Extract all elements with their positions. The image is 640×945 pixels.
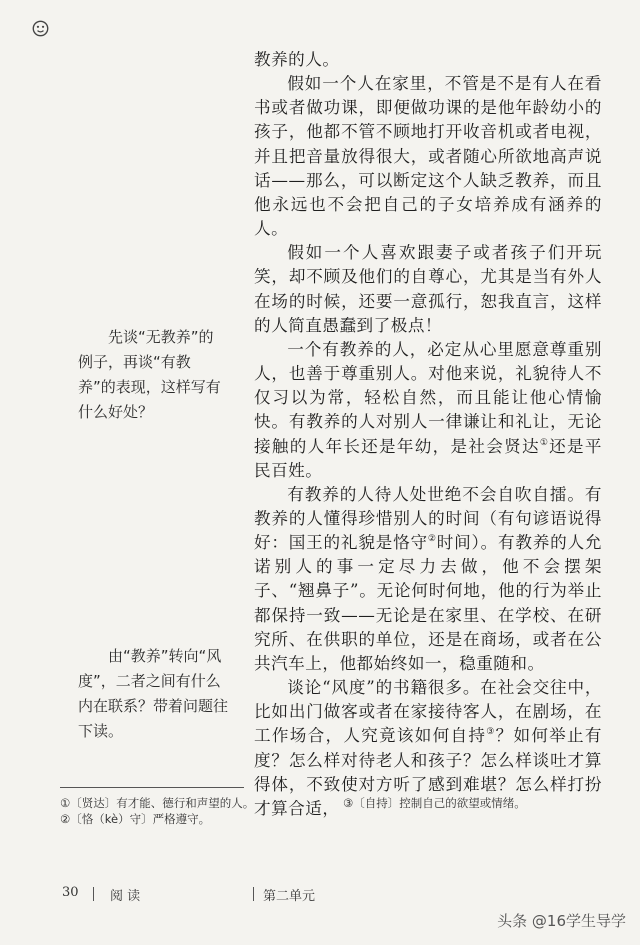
smiley-icon	[32, 20, 49, 37]
footnote: ③〔自持〕控制自己的欲望或情绪。	[343, 796, 526, 810]
paragraph-text: 有教养的人待人处世绝不会自吹自擂。有教养的人懂得珍惜别人的时间（有句谚语说得好：国王的礼貌是恪守	[254, 484, 602, 553]
footnote: ②〔恪（kè）守〕严格遵守。	[60, 812, 211, 826]
paragraph	[254, 483, 602, 676]
footnote-marker: ①	[539, 437, 550, 448]
section-name-left: 阅 读	[110, 889, 141, 904]
watermark-text: 头条 @16学生导学	[497, 912, 626, 930]
folio-divider	[253, 887, 254, 901]
paragraph: 假如一个人在家里，不管是不是有人在看书或者做功课，即便做功课的是他年龄幼小的孩子，他都不管不顾地打开收音机或者电视，并且把音量放得很大，或者随心所欲地高声说话——那么，可以断定这个人缺乏教养，而且他永远也不会把自己的子女培养成有涵养的人。	[254, 74, 602, 239]
main-text	[254, 48, 602, 821]
paragraph: 假如一个人喜欢跟妻子或者孩子们开玩笑，却不顾及他们的自尊心，尤其是当有外人在场的时候，还要一意孤行，恕我直言，这样的人简直愚蠢到了极点！	[254, 243, 602, 335]
paragraph-text: 谈论“风度”的书籍很多。在社会交往中，比如出门做客或者在家接待客人，在剧场，在工作场合，人究竟该如何自持	[254, 678, 602, 746]
paragraph-text: 时间）。有教养的人允诺别人的事一定尽力去做，他不会摆架子、“翘鼻子”。无论何时何地，他的行为举止都保持一致——无论是在家里、在学校、在研究所、在供职的单位，还是在商场，或者在公共汽车上，他都始终如一，稳重随和。	[254, 533, 603, 673]
paragraph: 教养的人。	[254, 50, 340, 69]
side-note	[78, 644, 228, 744]
footnote-marker: ②	[427, 534, 437, 545]
side-note-text: 由“教养”转向“风度”，二者之间有什么内在联系？带着问题往下读。	[78, 647, 229, 740]
paragraph	[254, 338, 602, 483]
footnote-marker: ③	[486, 727, 496, 738]
side-note	[78, 325, 228, 425]
folio-divider	[93, 887, 94, 901]
paragraph-text: ？如何举止有度？怎么样对待老人和孩子？怎么样谈吐才算得体，不致使对方听了感到难堪？怎么样打扮才算合适，	[254, 726, 603, 818]
page-number: 30	[62, 885, 79, 900]
paragraph-text: 一个有教养的人，必定从心里愿意尊重别人，也善于尊重别人。对他来说，礼貌待人不仅习以为常，轻松自然，而且能让他心情愉快。有教养的人对别人一律谦让和礼让，无论接触的人年长还是年幼，是社会贤达	[254, 339, 602, 456]
watermark	[497, 910, 626, 931]
side-note-text: 先谈“无教养”的例子，再谈“有教养”的表现，这样写有什么好处？	[78, 328, 221, 421]
unit-name: 第二单元	[263, 889, 316, 904]
paragraph-text: 还是平民百姓。	[254, 436, 602, 480]
footnotes-right	[343, 795, 526, 811]
footnote-divider	[60, 787, 244, 788]
footnotes-left	[60, 795, 254, 827]
footnote: ①〔贤达〕有才能、德行和声望的人。	[60, 796, 255, 810]
